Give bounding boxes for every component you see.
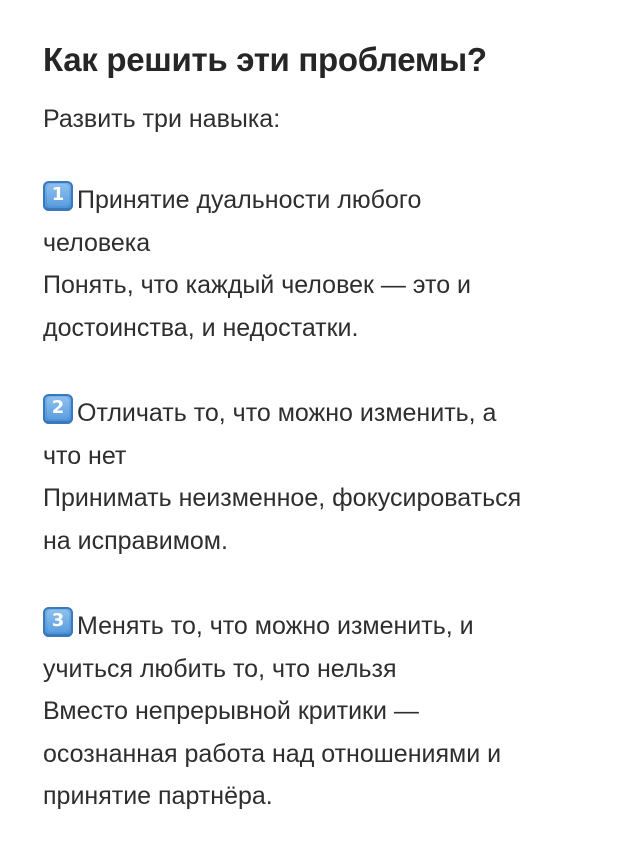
keycap-number: 2 — [47, 397, 69, 419]
keycap-1-icon — [43, 181, 73, 211]
skill-heading-text: Отличать то, что можно изменить, а — [77, 399, 497, 427]
skill-heading-line — [43, 605, 613, 648]
intro-text: Развить три навыка: — [43, 105, 281, 133]
skill-heading-text: Принятие дуальности любого — [77, 186, 422, 214]
skill-body-line: на исправимом. — [43, 526, 228, 555]
skill-heading-line: что нет — [43, 441, 127, 470]
skill-body-line: принятие партнёра. — [43, 782, 273, 810]
skill-item-2 — [43, 392, 613, 562]
keycap-3-icon — [43, 607, 73, 637]
skill-heading-line — [43, 179, 613, 222]
skill-body-line: Понять, что каждый человек — это и — [43, 271, 472, 299]
skill-heading-text: Менять то, что можно изменить, и — [77, 612, 474, 640]
skill-heading-line: человека — [43, 228, 151, 257]
skill-body-line: осознанная работа над отношениями и — [43, 739, 502, 768]
skill-body-line: достоинства, и недостатки. — [43, 313, 359, 342]
keycap-number: 3 — [47, 610, 69, 632]
keycap-number: 1 — [47, 184, 69, 206]
keycap-2-icon — [43, 394, 73, 424]
skill-heading-line — [43, 392, 613, 435]
skill-item-1 — [43, 179, 613, 349]
skill-body-line: Вместо непрерывной критики — — [43, 697, 419, 725]
page-title: Как решить эти проблемы? — [43, 41, 487, 78]
skill-heading-line: учиться любить то, что нельзя — [43, 654, 397, 683]
skill-body-line: Принимать неизменное, фокусироваться — [43, 484, 522, 512]
skill-item-3 — [43, 605, 613, 818]
